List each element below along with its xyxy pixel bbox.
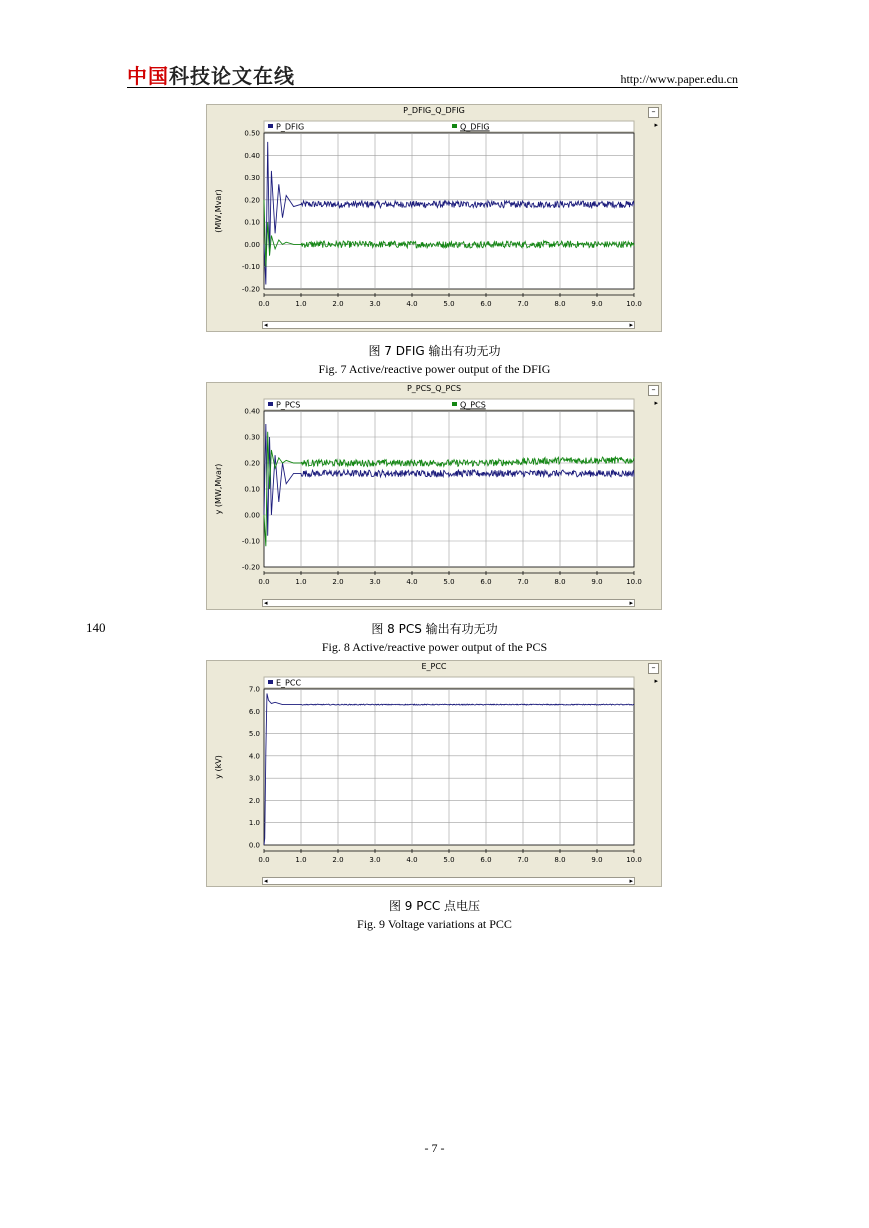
x-tick-label: 10.0 (626, 856, 642, 864)
panel-arrow-icon[interactable]: ▸ (654, 121, 658, 129)
x-tick-label: 7.0 (517, 856, 529, 864)
x-tick-label: 9.0 (591, 300, 603, 308)
legend-strip (264, 121, 634, 132)
y-axis-label: y (MW,Mvar) (214, 463, 223, 515)
x-tick-label: 5.0 (443, 578, 455, 586)
legend-label: Q_PCS (460, 400, 486, 410)
y-tick-label: 5.0 (248, 730, 260, 739)
panel-arrow-icon[interactable]: ▸ (654, 677, 658, 685)
legend-label: P_DFIG (276, 122, 305, 132)
x-tick-label: 9.0 (591, 578, 603, 586)
chart-panel-fig8 (206, 382, 662, 610)
x-tick-label: 3.0 (369, 300, 381, 308)
y-tick-label: 0.20 (244, 196, 260, 205)
y-tick-label: 0.10 (244, 485, 260, 494)
scroll-left-icon[interactable]: ◂ (264, 599, 268, 607)
x-tick-label: 6.0 (480, 578, 492, 586)
y-tick-label: 3.0 (248, 774, 260, 783)
minimize-button[interactable]: – (648, 107, 659, 118)
x-tick-label: 2.0 (332, 856, 344, 864)
chart-svg-fig7 (207, 105, 663, 333)
y-tick-label: 6.0 (248, 707, 260, 716)
x-tick-label: 2.0 (332, 578, 344, 586)
y-tick-label: -0.20 (241, 285, 260, 294)
legend-swatch (452, 402, 457, 406)
figure-caption-en: Fig. 7 Active/reactive power output of the DFIG (318, 362, 551, 376)
scroll-right-icon[interactable]: ▸ (629, 321, 633, 329)
scroll-left-icon[interactable]: ◂ (264, 877, 268, 885)
scroll-right-icon[interactable]: ▸ (629, 877, 633, 885)
y-tick-label: 0.00 (244, 240, 260, 249)
panel-title: P_PCS_Q_PCS (406, 384, 462, 393)
y-tick-label: -0.10 (241, 263, 260, 272)
legend-swatch (268, 124, 273, 128)
x-tick-label: 0.0 (258, 856, 270, 864)
y-tick-label: 4.0 (248, 752, 260, 761)
scroll-right-icon[interactable]: ▸ (629, 599, 633, 607)
x-tick-label: 4.0 (406, 856, 418, 864)
y-tick-label: 0.40 (244, 407, 260, 416)
x-tick-label: 4.0 (406, 300, 418, 308)
y-axis-label: y (kV) (214, 755, 223, 779)
x-tick-label: 10.0 (626, 578, 642, 586)
y-tick-label: 0.30 (244, 174, 260, 183)
x-tick-label: 0.0 (258, 578, 270, 586)
y-tick-label: 0.50 (244, 129, 260, 138)
figure-caption-cn: 图 8 PCS 输出有功无功 (371, 622, 498, 636)
y-tick-label: -0.20 (241, 563, 260, 572)
horizontal-scrollbar[interactable] (262, 599, 635, 607)
x-tick-label: 1.0 (295, 578, 307, 586)
x-tick-label: 4.0 (406, 578, 418, 586)
x-tick-label: 8.0 (554, 578, 566, 586)
chart-panel-fig9 (206, 660, 662, 887)
panel-arrow-icon[interactable]: ▸ (654, 399, 658, 407)
x-tick-label: 10.0 (626, 300, 642, 308)
figure-caption-cn: 图 9 PCC 点电压 (388, 899, 481, 913)
minimize-button[interactable]: – (648, 663, 659, 674)
y-tick-label: 0.40 (244, 151, 260, 160)
x-tick-label: 3.0 (369, 856, 381, 864)
legend-label: Q_DFIG (460, 122, 490, 132)
figure-caption-en: Fig. 9 Voltage variations at PCC (357, 917, 512, 931)
x-tick-label: 8.0 (554, 300, 566, 308)
line-number: 140 (86, 620, 106, 635)
chart-svg-fig8 (207, 383, 663, 611)
legend-swatch (268, 680, 273, 684)
panel-title: E_PCC (421, 662, 447, 671)
horizontal-scrollbar[interactable] (262, 877, 635, 885)
y-tick-label: 2.0 (248, 796, 260, 805)
chart-svg-fig9 (207, 661, 663, 888)
page-number: - 7 - (424, 1141, 445, 1155)
y-tick-label: 0.10 (244, 218, 260, 227)
y-tick-label: 1.0 (248, 819, 260, 828)
x-tick-label: 6.0 (480, 300, 492, 308)
figure-caption-cn: 图 7 DFIG 输出有功无功 (368, 344, 501, 358)
legend-strip (264, 399, 634, 410)
x-tick-label: 1.0 (295, 300, 307, 308)
x-tick-label: 1.0 (295, 856, 307, 864)
legend-label: E_PCC (276, 678, 302, 688)
y-tick-label: 0.20 (244, 459, 260, 468)
minimize-button[interactable]: – (648, 385, 659, 396)
logo-black-text: 科技论文在线 (169, 64, 295, 88)
x-tick-label: 3.0 (369, 578, 381, 586)
x-tick-label: 9.0 (591, 856, 603, 864)
header-divider (127, 87, 738, 88)
y-tick-label: 7.0 (248, 685, 260, 694)
x-tick-label: 5.0 (443, 856, 455, 864)
header-url[interactable]: http://www.paper.edu.cn (620, 72, 738, 86)
y-tick-label: -0.10 (241, 537, 260, 546)
panel-title: P_DFIG_Q_DFIG (403, 106, 465, 115)
x-tick-label: 5.0 (443, 300, 455, 308)
logo-red-text: 中国 (127, 64, 169, 88)
y-tick-label: 0.30 (244, 433, 260, 442)
x-tick-label: 6.0 (480, 856, 492, 864)
figure-caption-en: Fig. 8 Active/reactive power output of the PCS (321, 640, 548, 654)
legend-swatch (452, 124, 457, 128)
y-axis-label: (MW,Mvar) (214, 189, 223, 233)
scroll-left-icon[interactable]: ◂ (264, 321, 268, 329)
x-tick-label: 0.0 (258, 300, 270, 308)
chart-panel-fig7 (206, 104, 662, 332)
horizontal-scrollbar[interactable] (262, 321, 635, 329)
x-tick-label: 7.0 (517, 578, 529, 586)
legend-swatch (268, 402, 273, 406)
legend-label: P_PCS (276, 400, 301, 410)
x-tick-label: 7.0 (517, 300, 529, 308)
x-tick-label: 8.0 (554, 856, 566, 864)
x-tick-label: 2.0 (332, 300, 344, 308)
y-tick-label: 0.00 (244, 511, 260, 520)
header-logo (127, 60, 295, 89)
legend-strip (264, 677, 634, 688)
y-tick-label: 0.0 (248, 841, 260, 850)
